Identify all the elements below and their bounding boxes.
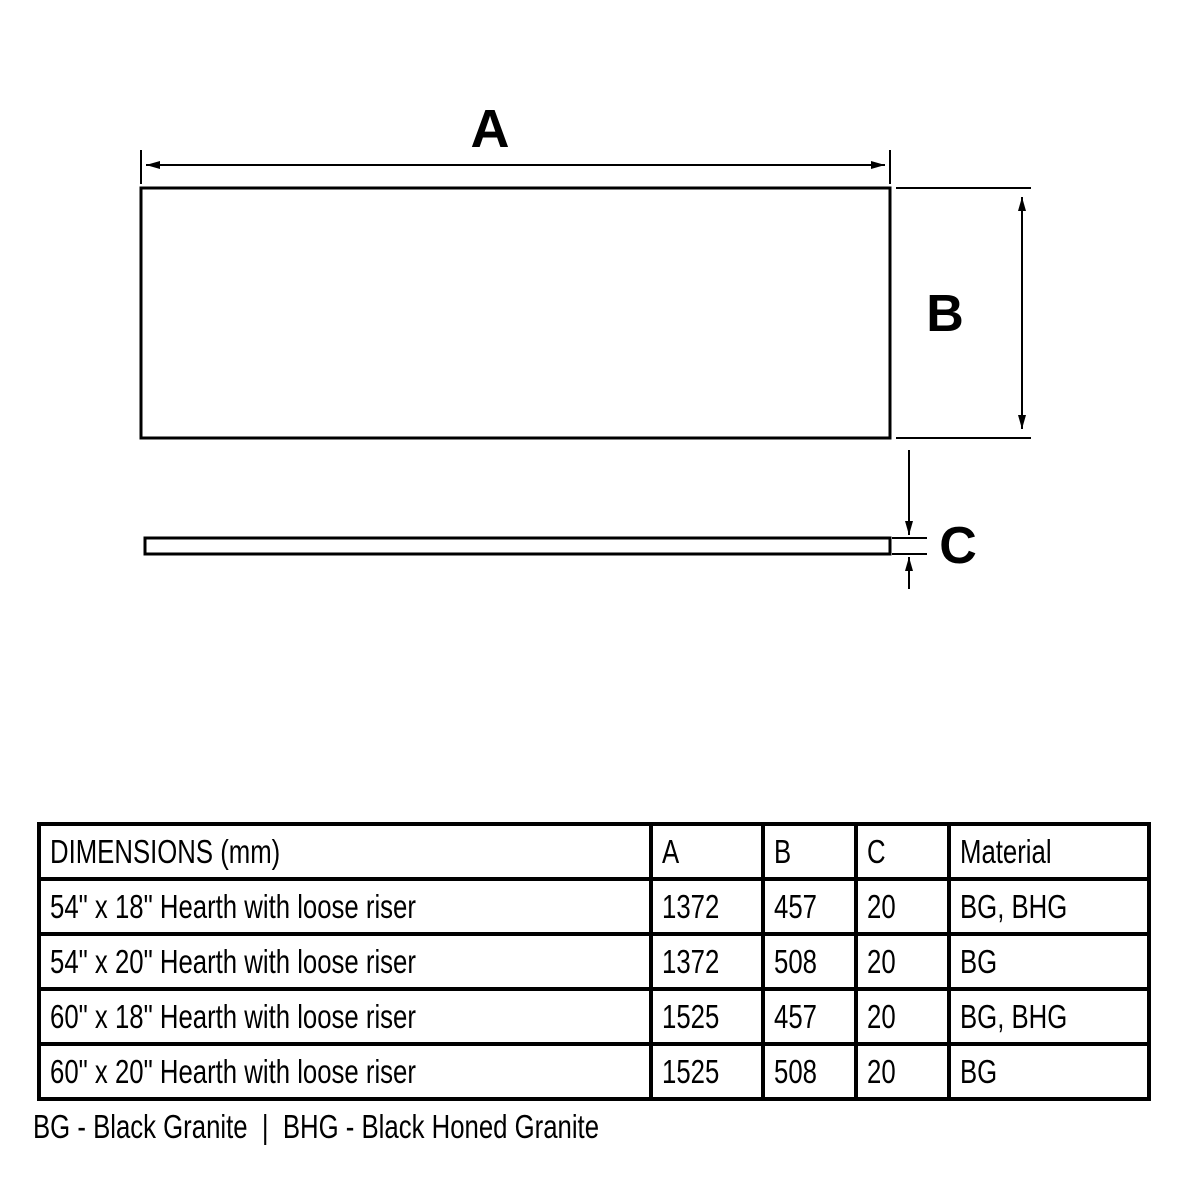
- header-b: B: [763, 824, 856, 879]
- cell-b-value: 457: [763, 989, 856, 1044]
- cell-material-value: BG: [949, 934, 1149, 989]
- cell-product-name: 54" x 18" Hearth with loose riser: [39, 879, 651, 934]
- cell-c-value: 20: [856, 934, 949, 989]
- cell-product-name: 54" x 20" Hearth with loose riser: [39, 934, 651, 989]
- header-c: C: [856, 824, 949, 879]
- material-legend: [33, 1106, 759, 1148]
- cell-a-value: 1372: [651, 934, 763, 989]
- cell-a-value: 1372: [651, 879, 763, 934]
- table-row: [39, 989, 1149, 1044]
- table-row: [39, 879, 1149, 934]
- cell-material-value: BG, BHG: [949, 989, 1149, 1044]
- header-a: A: [651, 824, 763, 879]
- cell-material-value: BG, BHG: [949, 879, 1149, 934]
- cell-product-name: 60" x 20" Hearth with loose riser: [39, 1044, 651, 1099]
- cell-material-value: BG: [949, 1044, 1149, 1099]
- table-row: [39, 1044, 1149, 1099]
- dimensions-table: [37, 822, 1151, 1101]
- cell-b-value: 508: [763, 934, 856, 989]
- material-legend-text: BG - Black Granite | BHG - Black Honed Granite: [33, 1108, 600, 1145]
- dim-a-label: A: [470, 99, 510, 159]
- dim-b-label: B: [926, 285, 964, 343]
- cell-b-value: 508: [763, 1044, 856, 1099]
- riser-bar-rect: [145, 538, 890, 554]
- header-dimensions: DIMENSIONS (mm): [39, 824, 651, 879]
- cell-product-name: 60" x 18" Hearth with loose riser: [39, 989, 651, 1044]
- cell-c-value: 20: [856, 1044, 949, 1099]
- header-material: Material: [949, 824, 1149, 879]
- table-header-row: [39, 824, 1149, 879]
- cell-c-value: 20: [856, 989, 949, 1044]
- cell-a-value: 1525: [651, 1044, 763, 1099]
- cell-a-value: 1525: [651, 989, 763, 1044]
- table-row: [39, 934, 1149, 989]
- cell-b-value: 457: [763, 879, 856, 934]
- dim-c-label: C: [939, 517, 977, 575]
- cell-c-value: 20: [856, 879, 949, 934]
- hearth-slab-rect: [141, 188, 890, 438]
